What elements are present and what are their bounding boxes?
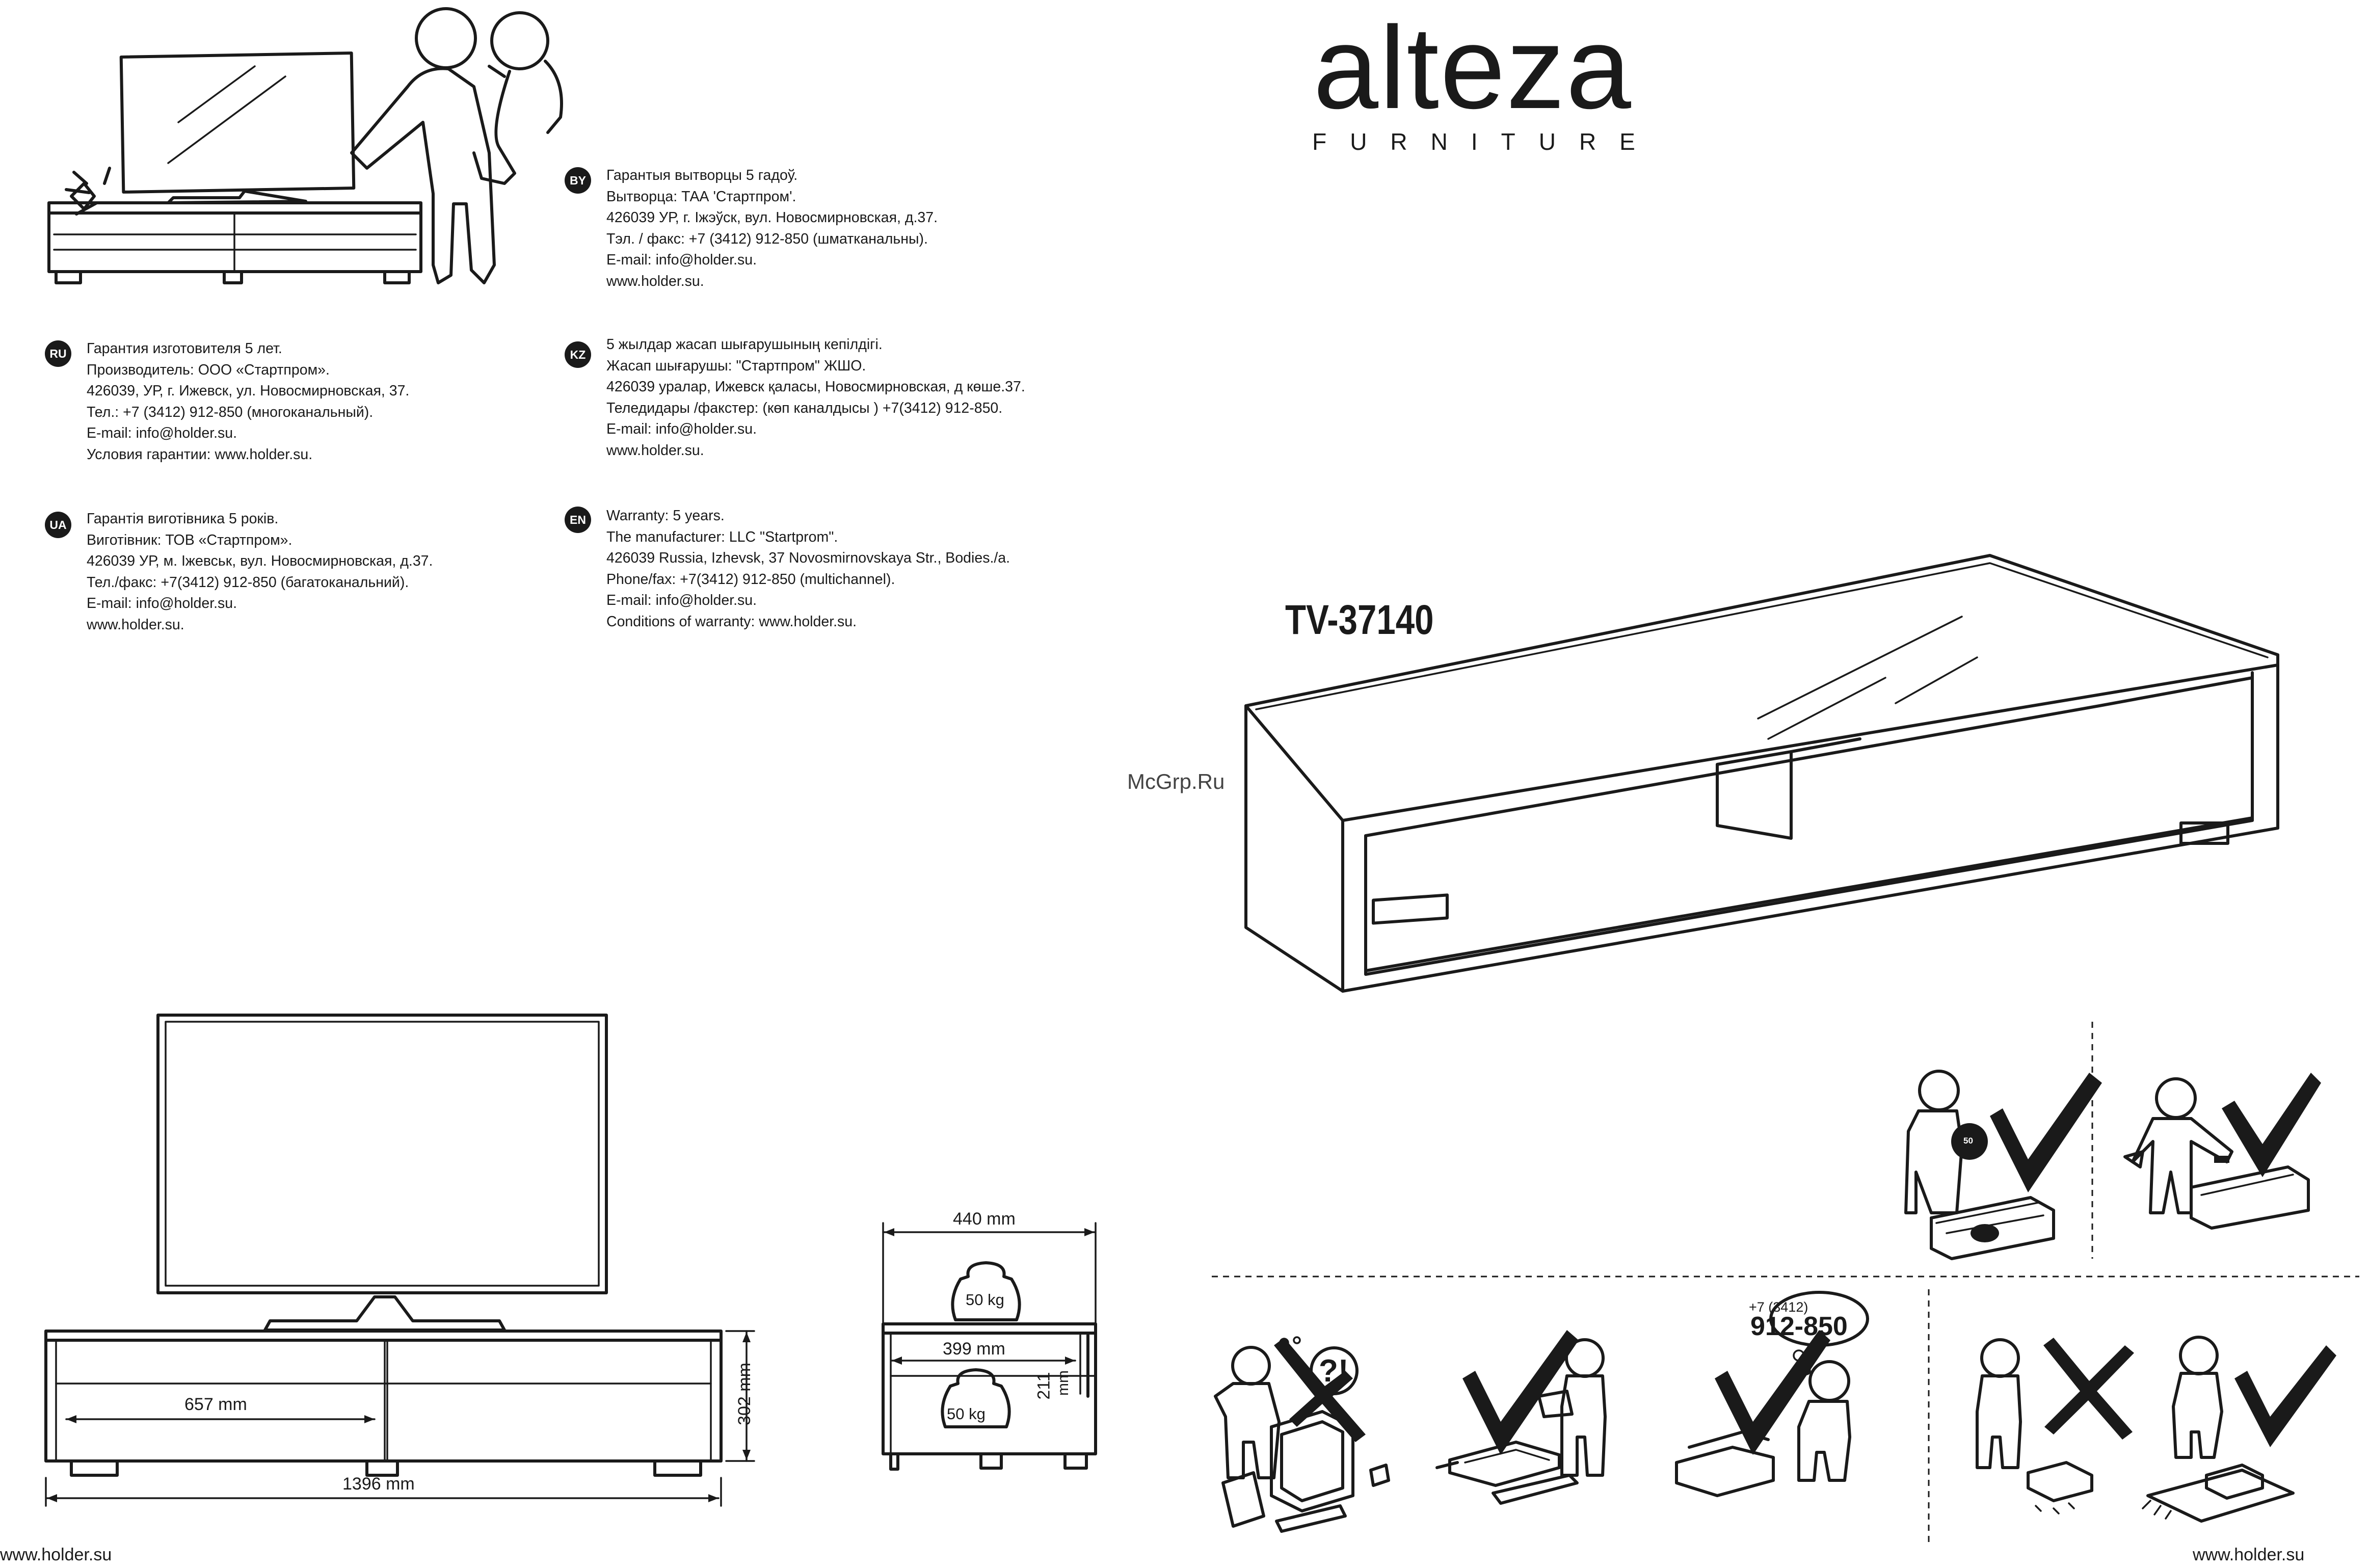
- warranty-line: 426039 УР, г. Іжэўск, вул. Новосмирновская, д.37.: [606, 209, 938, 226]
- warranty-line: 426039 Russia, Izhevsk, 37 Novosmirnovskaya Str., Bodies./a.: [606, 550, 1010, 566]
- load-shelf-label: 50 kg: [947, 1405, 986, 1423]
- footer-url-right[interactable]: www.holder.su: [2193, 1545, 2305, 1564]
- dim-depth: 440 mm: [953, 1209, 1016, 1229]
- brand-logo: [1284, 2, 1661, 157]
- load-top-label: 50 kg: [966, 1291, 1004, 1309]
- warranty-line: E-mail: info@holder.su.: [87, 595, 237, 612]
- lang-badge-by: BY: [565, 167, 591, 194]
- figure-cleaning: [2125, 1079, 2308, 1228]
- warranty-line: Тел.: +7 (3412) 912-850 (многоканальный).: [87, 404, 374, 420]
- brand-name: alteza: [1313, 2, 1632, 133]
- warranty-line: 426039 УР, м. Іжевськ, вул. Новосмирновская, д.37.: [87, 553, 433, 569]
- warranty-line: Условия гарантии: www.holder.su.: [87, 446, 313, 463]
- warranty-line: Жасап шығарушы: "Стартпром" ЖШО.: [606, 357, 866, 374]
- lang-badge-kz: KZ: [565, 341, 591, 368]
- warranty-line: www.holder.su.: [606, 273, 704, 289]
- warranty-line: Виготівник: ТОВ «Стартпром».: [87, 531, 292, 548]
- footer-url-left[interactable]: www.holder.su: [0, 1545, 112, 1564]
- warranty-ua: [87, 509, 433, 635]
- warranty-line: 5 жылдар жасап шығарушының кепілдігі.: [606, 336, 883, 353]
- x-marks: [1274, 1338, 2134, 1442]
- warranty-line: Тэл. / факс: +7 (3412) 912-850 (шматканальны).: [606, 230, 928, 247]
- warranty-line: Тел./факс: +7(3412) 912-850 (багатоканальний).: [87, 574, 409, 591]
- weight-icon-label: 50: [1963, 1136, 1973, 1146]
- front-view-drawing: [46, 1015, 754, 1506]
- warranty-en: [606, 506, 1010, 632]
- warranty-ru: [87, 338, 409, 465]
- dim-height: 302 mm: [734, 1363, 754, 1425]
- confusion-marks: ?!: [1319, 1353, 1349, 1389]
- warranty-line: 426039, УР, г. Ижевск, ул. Новосмирновская, 37.: [87, 383, 410, 399]
- warranty-by: [606, 165, 938, 292]
- warranty-line: E-mail: info@holder.su.: [87, 425, 237, 441]
- warranty-line: Вытворца: ТАА 'Стартпром'.: [606, 188, 796, 205]
- warranty-line: E-mail: info@holder.su.: [606, 592, 757, 608]
- lang-badge-ua: UA: [45, 512, 71, 538]
- warranty-kz: [606, 334, 1025, 461]
- dim-inner-height: 211: [1034, 1372, 1054, 1400]
- lang-badge-en: EN: [565, 507, 591, 533]
- warranty-line: Гарантыя вытворцы 5 гадоў.: [606, 167, 798, 183]
- dim-inner-height-unit: mm: [1054, 1370, 1072, 1396]
- phone-number: 912-850: [1750, 1312, 1848, 1341]
- dim-inner-width: 657 mm: [184, 1395, 247, 1414]
- warranty-line: E-mail: info@holder.su.: [606, 421, 757, 437]
- warranty-line: Гарантія виготівника 5 років.: [87, 511, 279, 527]
- warranty-line: Гарантия изготовителя 5 лет.: [87, 340, 282, 357]
- dim-total-width: 1396 mm: [342, 1474, 415, 1494]
- tv-tip-over-illustration: [49, 9, 562, 283]
- warranty-line: The manufacturer: LLC "Startprom".: [606, 528, 838, 545]
- warranty-line: E-mail: info@holder.su.: [606, 252, 757, 268]
- warranty-line: Conditions of warranty: www.holder.su.: [606, 613, 857, 630]
- warranty-line: www.holder.su.: [606, 442, 704, 459]
- brand-subtitle: FURNITURE: [1312, 128, 1659, 155]
- warranty-line: Warranty: 5 years.: [606, 508, 725, 524]
- lang-badge-ru: RU: [45, 340, 71, 367]
- warranty-line: Производитель: ООО «Стартпром».: [87, 361, 330, 378]
- dim-inner-depth: 399 mm: [943, 1339, 1005, 1359]
- phone-code: +7 (3412): [1749, 1299, 1808, 1315]
- watermark: McGrp.Ru: [1127, 769, 1225, 793]
- warranty-line: Теледидары /факстер: (көп каналдысы ) +7(3412) 912-850.: [606, 400, 1003, 416]
- warranty-line: Phone/fax: +7(3412) 912-850 (multichannel).: [606, 571, 895, 588]
- warranty-line: 426039 уралар, Ижевск қаласы, Новосмирновская, д көше.37.: [606, 379, 1025, 395]
- model-number: TV-37140: [1285, 597, 1434, 643]
- warranty-line: www.holder.su.: [87, 616, 184, 633]
